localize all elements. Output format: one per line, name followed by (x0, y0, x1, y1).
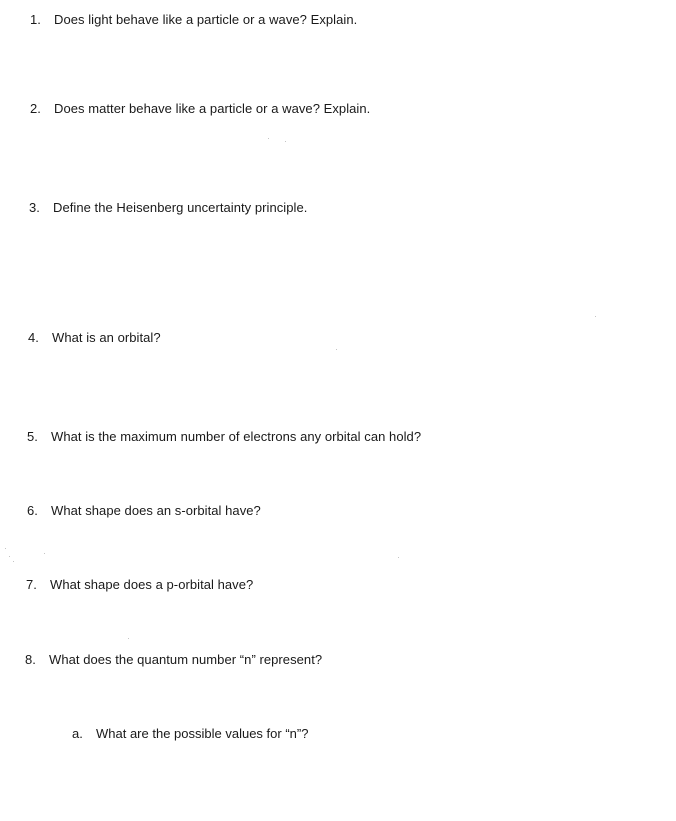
question-8 (25, 652, 322, 668)
subquestion-letter: a. (72, 726, 83, 741)
subquestion-8a (72, 726, 308, 742)
question-text: Does matter behave like a particle or a wave? Explain. (54, 101, 371, 116)
question-1 (30, 12, 357, 28)
question-number: 4. (28, 330, 39, 345)
question-text: What is an orbital? (52, 330, 161, 345)
question-number: 8. (25, 652, 36, 667)
scan-speck (398, 557, 399, 558)
question-text: What shape does an s-orbital have? (51, 503, 261, 518)
question-2 (30, 101, 370, 117)
question-text: Does light behave like a particle or a wave? Explain. (54, 12, 358, 27)
question-text: Define the Heisenberg uncertainty principle. (53, 200, 308, 215)
scan-speck (268, 138, 269, 139)
question-number: 1. (30, 12, 41, 27)
scan-speck (13, 561, 14, 562)
scan-speck (128, 638, 129, 639)
question-4 (28, 330, 161, 346)
scan-speck (9, 556, 10, 557)
scan-speck (44, 553, 45, 554)
question-number: 2. (30, 101, 41, 116)
question-number: 3. (29, 200, 40, 215)
question-text: What shape does a p-orbital have? (50, 577, 254, 592)
scan-speck (5, 548, 6, 549)
question-5 (27, 429, 421, 445)
scan-speck (595, 316, 596, 317)
question-number: 7. (26, 577, 37, 592)
question-3 (29, 200, 307, 216)
scan-speck (336, 349, 337, 350)
question-text: What is the maximum number of electrons any orbital can hold? (51, 429, 422, 444)
question-6 (27, 503, 261, 519)
question-number: 5. (27, 429, 38, 444)
scan-speck (285, 141, 286, 142)
subquestion-text: What are the possible values for “n”? (96, 726, 309, 741)
question-7 (26, 577, 253, 593)
question-number: 6. (27, 503, 38, 518)
question-text: What does the quantum number “n” represent? (49, 652, 323, 667)
